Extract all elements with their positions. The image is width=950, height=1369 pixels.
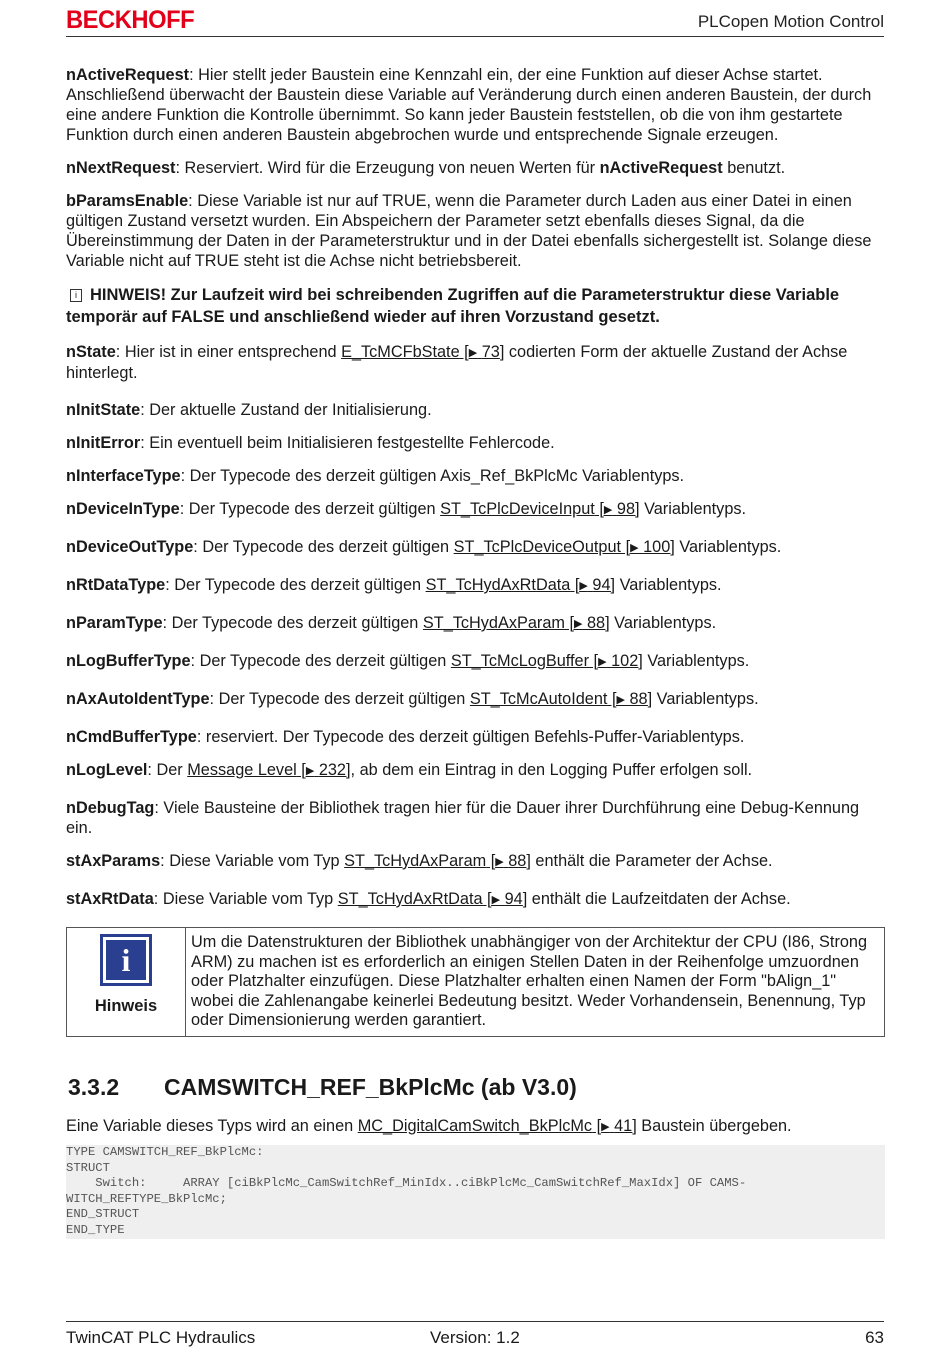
variable-ninterfacetype <box>66 466 885 486</box>
description: : Der Typecode des derzeit gültigen <box>209 690 470 708</box>
term: nCmdBufferType <box>66 728 197 746</box>
variable-staxparams <box>66 851 885 872</box>
link-text[interactable]: E_TcMCFbState <box>341 343 460 361</box>
section-intro <box>66 1116 885 1137</box>
term: nRtDataType <box>66 576 166 594</box>
term: stAxRtData <box>66 890 154 908</box>
description: : Der <box>147 761 188 779</box>
variable-ncmdbuffertype <box>66 727 885 747</box>
description: enthält die Parameter der Achse. <box>530 852 773 870</box>
link-mc-digitalcamswitch[interactable]: MC_DigitalCamSwitch_BkPlcMc [▶ 41] <box>357 1116 637 1135</box>
link-text[interactable]: ST_TcMcAutoIdent <box>469 690 608 708</box>
description: : Der Typecode des derzeit gültigen <box>162 614 423 632</box>
cross-reference-link[interactable]: ST_TcMcLogBuffer [▶ 102] <box>450 652 643 670</box>
info-icon-glyph: i <box>106 940 146 980</box>
description: : Reserviert. Wird für die Erzeugung von neuen Werten für <box>175 159 600 177</box>
page-ref[interactable]: 88 <box>587 614 606 632</box>
note-box <box>66 927 885 1037</box>
footer-version: Version: 1.2 <box>430 1328 520 1347</box>
cross-reference-link[interactable]: ST_TcHydAxParam [▶ 88] <box>422 614 610 632</box>
paragraph-nactiverequest <box>66 65 885 145</box>
header-divider <box>66 36 884 37</box>
variable-ndeviceintype <box>66 499 885 520</box>
description: : Der Typecode des derzeit gültigen <box>193 538 454 556</box>
page-ref[interactable]: 41 <box>614 1116 633 1135</box>
page-content <box>66 65 885 1239</box>
term: nActiveRequest <box>599 159 723 177</box>
header-title: PLCopen Motion Control <box>697 12 884 31</box>
term: nLogLevel <box>66 761 148 779</box>
variable-niniterror <box>66 433 885 453</box>
description: : Der Typecode des derzeit gültigen <box>190 652 451 670</box>
description: : Diese Variable vom Typ <box>153 890 338 908</box>
variable-nlogbuffertype <box>66 651 885 672</box>
page-ref[interactable]: 73 <box>481 343 500 361</box>
term: nDeviceOutType <box>66 538 194 556</box>
variable-ndebugtag <box>66 798 885 838</box>
term: nInitError <box>66 434 141 452</box>
paragraph-bparamsenable <box>66 191 885 271</box>
cross-reference-link[interactable]: ST_TcHydAxRtData [▶ 94] <box>425 576 616 594</box>
link-text[interactable]: ST_TcHydAxRtData <box>425 576 571 594</box>
description: Variablentyps. <box>652 690 759 708</box>
description: : Der Typecode des derzeit gültigen <box>179 500 441 518</box>
page-ref[interactable]: 100 <box>643 538 671 556</box>
term: nInitState <box>66 401 141 419</box>
term: nDebugTag <box>66 799 155 817</box>
link-text[interactable]: ST_TcHydAxParam <box>344 852 487 870</box>
page-arrow-icon: ▶ <box>468 347 478 359</box>
description: : Der aktuelle Zustand der Initialisierung. <box>140 401 432 419</box>
term: stAxParams <box>66 852 161 870</box>
term: nAxAutoIdentType <box>66 690 210 708</box>
description: : Ein eventuell beim Initialisieren festgestellte Fehlercode. <box>140 434 555 452</box>
page-arrow-icon: ▶ <box>574 618 583 630</box>
description: Variablentyps. <box>674 538 782 556</box>
link-text[interactable]: MC_DigitalCamSwitch_BkPlcMc <box>357 1116 593 1135</box>
section-number: 3.3.2 <box>68 1073 120 1100</box>
cross-reference-link[interactable]: ST_TcPlcDeviceInput [▶ 98] <box>440 500 640 518</box>
cross-reference-link[interactable]: Message Level [▶ 232] <box>187 761 351 779</box>
term: bParamsEnable <box>66 192 189 210</box>
page-arrow-icon: ▶ <box>598 656 607 668</box>
variable-nstate <box>66 342 885 383</box>
paragraph-nnextrequest <box>66 158 885 178</box>
description: : Diese Variable ist nur auf TRUE, wenn die Parameter durch Laden aus einer Datei in einen gültigen Zustand versetzt wurden. Ein Abspeichern der Parameter setzt ebenfalls dieses Signal, da die Übereinstimmung der Daten in der Parameterstruktur und in der Datei ebenfalls sichergestellt ist. Solange diese Variable nicht auf TRUE steht ist die Achse nicht betriebsbereit. <box>66 192 872 270</box>
description: benutzt. <box>722 159 786 177</box>
info-icon: i <box>70 289 82 302</box>
term: nDeviceInType <box>66 500 180 518</box>
note-text: Um die Datenstrukturen der Bibliothek unabhängiger von der Architektur der CPU (I86, Strong ARM) zu machen ist es erforderlich an einigen Stellen Daten in der Reihenfolge umzuordnen oder Platzhalter einzufügen. Diese Platzhalter erhalten einen Namen der Form "bAlign_1" wobei die Zahlenangabe keinerlei Bedeutung besitzt. Weder Vorhandensein, Benennung, Typ oder Dimensionierung werden garantiert. <box>191 933 868 1030</box>
description: : Diese Variable vom Typ <box>160 852 345 870</box>
page-ref[interactable]: 94 <box>592 576 611 594</box>
page-arrow-icon: ▶ <box>305 765 315 777</box>
variable-ndeviceouttype <box>66 537 885 558</box>
link-text[interactable]: ST_TcHydAxParam <box>422 614 565 632</box>
description: : Viele Bausteine der Bibliothek tragen hier für die Dauer ihrer Durchführung eine Debug-Kennung ein. <box>66 799 860 837</box>
footer-product: TwinCAT PLC Hydraulics <box>66 1328 256 1347</box>
variable-nrtdatatype <box>66 575 885 596</box>
page-ref[interactable]: 102 <box>611 652 639 670</box>
term: nActiveRequest <box>66 66 190 84</box>
description: : Hier ist in einer entsprechend <box>115 343 342 361</box>
section-title: CAMSWITCH_REF_BkPlcMc (ab V3.0) <box>164 1073 577 1100</box>
inline-notice <box>66 284 885 328</box>
term: nParamType <box>66 614 163 632</box>
link-text[interactable]: ST_TcHydAxRtData <box>337 890 483 908</box>
cross-reference-link[interactable]: ST_TcHydAxRtData [▶ 94] <box>337 890 528 908</box>
note-icon-cell <box>67 928 186 1036</box>
page-arrow-icon: ▶ <box>491 894 501 906</box>
beckhoff-logo: BECKHOFF <box>66 6 195 34</box>
notice-text: HINWEIS! Zur Laufzeit wird bei schreibenden Zugriffen auf die Parameterstruktur diese Variable temporär auf FALSE und anschließend wieder auf ihren Vorzustand gesetzt. <box>66 286 840 326</box>
note-label: Hinweis <box>94 997 158 1015</box>
page-arrow-icon: ▶ <box>630 542 639 554</box>
page-arrow-icon: ▶ <box>601 1120 610 1133</box>
page-number: 63 <box>865 1328 884 1347</box>
page-ref[interactable]: 88 <box>629 690 648 708</box>
description: : Der Typecode des derzeit gültigen Axis_Ref_BkPlcMc Variablentyps. <box>180 467 685 485</box>
description: : reserviert. Der Typecode des derzeit gültigen Befehls-Puffer-Variablentyps. <box>196 728 745 746</box>
page-arrow-icon: ▶ <box>579 580 588 592</box>
footer-divider <box>66 1321 884 1322</box>
page-ref[interactable]: 98 <box>616 500 636 518</box>
description: : Hier stellt jeder Baustein eine Kennzahl ein, der eine Funktion auf dieser Achse startet. Anschließend überwacht der Baustein diese Variable auf Veränderung durch einen anderen Baustein, der durch eine andere Funktion die Kontrolle übernimmt. So kann jeder Baustein feststellen, ob die von ihm gestartete Funktion durch einen anderen Baustein abgebrochen wurde und entsprechende Signale erzeugen. <box>66 66 872 144</box>
cross-reference-link[interactable]: ST_TcHydAxParam [▶ 88] <box>344 852 531 870</box>
description: : Der Typecode des derzeit gültigen <box>165 576 426 594</box>
term: nNextRequest <box>66 159 176 177</box>
code-block: TYPE CAMSWITCH_REF_BkPlcMc: STRUCT Switch: ARRAY [ciBkPlcMc_CamSwitchRef_MinIdx..ciBkPlcMc_CamSwitchRef_MaxIdx] OF CAMS- WITCH_REFTYPE_BkPlcMc; END_STRUCT END_TYPE <box>66 1145 885 1239</box>
info-icon <box>100 934 152 986</box>
page-arrow-icon: ▶ <box>616 694 625 706</box>
page-arrow-icon: ▶ <box>495 856 504 868</box>
variable-nloglevel <box>66 760 885 781</box>
description: codierten Form der aktuelle Zustand der Achse hinterlegt. <box>66 343 848 382</box>
variable-ninitstate <box>66 400 885 420</box>
link-text[interactable]: Message Level <box>187 761 297 779</box>
description: , ab dem ein Eintrag in den Logging Puffer erfolgen soll. <box>350 761 753 779</box>
page-ref[interactable]: 88 <box>508 852 527 870</box>
cross-reference-link[interactable]: ST_TcMcAutoIdent [▶ 88] <box>469 690 653 708</box>
page-arrow-icon: ▶ <box>603 504 613 516</box>
link-text[interactable]: ST_TcPlcDeviceInput <box>440 500 595 518</box>
cross-reference-link[interactable]: ST_TcPlcDeviceOutput [▶ 100] <box>453 538 675 556</box>
link-text[interactable]: ST_TcMcLogBuffer <box>450 652 590 670</box>
variable-nparamtype <box>66 613 885 634</box>
description: Variablentyps. <box>609 614 717 632</box>
term: nLogBufferType <box>66 652 191 670</box>
intro-text: Eine Variable dieses Typs wird an einen <box>66 1116 358 1135</box>
variable-staxrtdata <box>66 889 885 910</box>
page-ref[interactable]: 94 <box>504 890 523 908</box>
variable-naxautoidenttype <box>66 689 885 710</box>
term: nState <box>66 343 116 361</box>
page-ref[interactable]: 232 <box>318 761 346 779</box>
intro-text: Baustein übergeben. <box>636 1116 792 1135</box>
link-text[interactable]: ST_TcPlcDeviceOutput <box>453 538 622 556</box>
description: enthält die Laufzeitdaten der Achse. <box>527 890 791 908</box>
term: nInterfaceType <box>66 467 181 485</box>
description: Variablentyps. <box>642 652 750 670</box>
variable-list <box>66 342 885 910</box>
description: Variablentyps. <box>615 576 722 594</box>
description: Variablentyps. <box>639 500 747 518</box>
section-heading <box>66 1073 885 1100</box>
cross-reference-link[interactable]: E_TcMCFbState [▶ 73] <box>341 343 505 361</box>
